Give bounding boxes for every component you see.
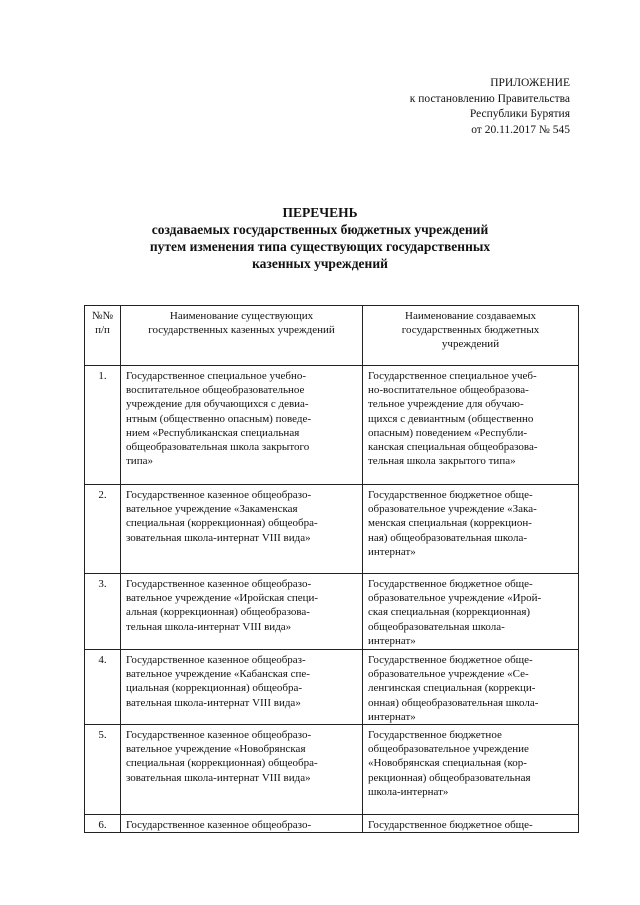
row-number: 3.: [85, 574, 121, 650]
document-subtitle-line: создаваемых государственных бюджетных учреждений: [151, 222, 489, 237]
existing-institution: Государственное специальное учебно- воспитательное общеобразовательное учреждение для обучающихся с девиа- нтным (общественно опасным) поведе- нием «Республиканская специальная общеобразовательная школа закрытого типа»: [121, 366, 363, 485]
appendix-block: [410, 76, 570, 138]
header-created-name: Наименование создаваемых государственных бюджетных учреждений: [363, 306, 579, 366]
document-title: ПЕРЕЧЕНЬ: [282, 205, 358, 220]
created-institution: Государственное бюджетное обще-: [363, 815, 579, 833]
row-number: 2.: [85, 485, 121, 574]
existing-institution: Государственное казенное общеобраз- вательное учреждение «Кабанская спе- циальная (коррекционная) общеобра- вательная школа-интернат VIII вида»: [121, 650, 363, 725]
appendix-title: ПРИЛОЖЕНИЕ: [490, 77, 570, 89]
document-subtitle-line: казенных учреждений: [252, 256, 388, 271]
created-institution: Государственное бюджетное обще- образовательное учреждение «Се- ленгинская специальная (коррекци- онная) общеобразовательная школа- интернат»: [363, 650, 579, 725]
appendix-line: к постановлению Правительства: [409, 92, 570, 105]
row-number: 6.: [85, 815, 121, 833]
row-number: 5.: [85, 725, 121, 815]
header-existing-name: Наименование существующих государственных казенных учреждений: [121, 306, 363, 366]
table-row: [85, 574, 579, 650]
existing-institution: Государственное казенное общеобразо- вательное учреждение «Иройская специ- альная (коррекционная) общеобразова- тельная школа-интернат VIII вида»: [121, 574, 363, 650]
created-institution: Государственное бюджетное общеобразовательное учреждение «Новобрянская специальная (кор- рекционная) общеобразовательная школа-интернат»: [363, 725, 579, 815]
existing-institution: Государственное казенное общеобразо-: [121, 815, 363, 833]
document-subtitle-line: путем изменения типа существующих государственных: [149, 239, 491, 254]
existing-institution: Государственное казенное общеобразо- вательное учреждение «Закаменская специальная (коррекционная) общеобра- зовательная школа-интернат VIII вида»: [121, 485, 363, 574]
created-institution: Государственное бюджетное обще- образовательное учреждение «Зака- менская специальная (коррекцион- ная) общеобразовательная школа- интернат»: [363, 485, 579, 574]
row-number: 4.: [85, 650, 121, 725]
table-row: [85, 725, 579, 815]
table-header-row: [85, 306, 579, 366]
document-heading: [0, 204, 640, 272]
appendix-date-number: от 20.11.2017 № 545: [471, 123, 570, 136]
table-row: [85, 650, 579, 725]
existing-institution: Государственное казенное общеобразо- вательное учреждение «Новобрянская специальная (коррекционная) общеобра- зовательная школа-интернат VIII вида»: [121, 725, 363, 815]
appendix-line: Республики Бурятия: [469, 108, 570, 120]
table-row: [85, 815, 579, 833]
institutions-table: [84, 305, 579, 833]
table-row: [85, 485, 579, 574]
table-row: [85, 366, 579, 485]
created-institution: Государственное бюджетное обще- образовательное учреждение «Ирой- ская специальная (коррекционная) общеобразовательная школа- интернат»: [363, 574, 579, 650]
created-institution: Государственное специальное учеб- но-воспитательное общеобразова- тельное учреждение для обучаю- щихся с девиантным (общественно опасным) поведением «Республи- канская специальная общеобразова- тельная школа закрытого типа»: [363, 366, 579, 485]
header-number: №№ п/п: [85, 306, 121, 366]
row-number: 1.: [85, 366, 121, 485]
